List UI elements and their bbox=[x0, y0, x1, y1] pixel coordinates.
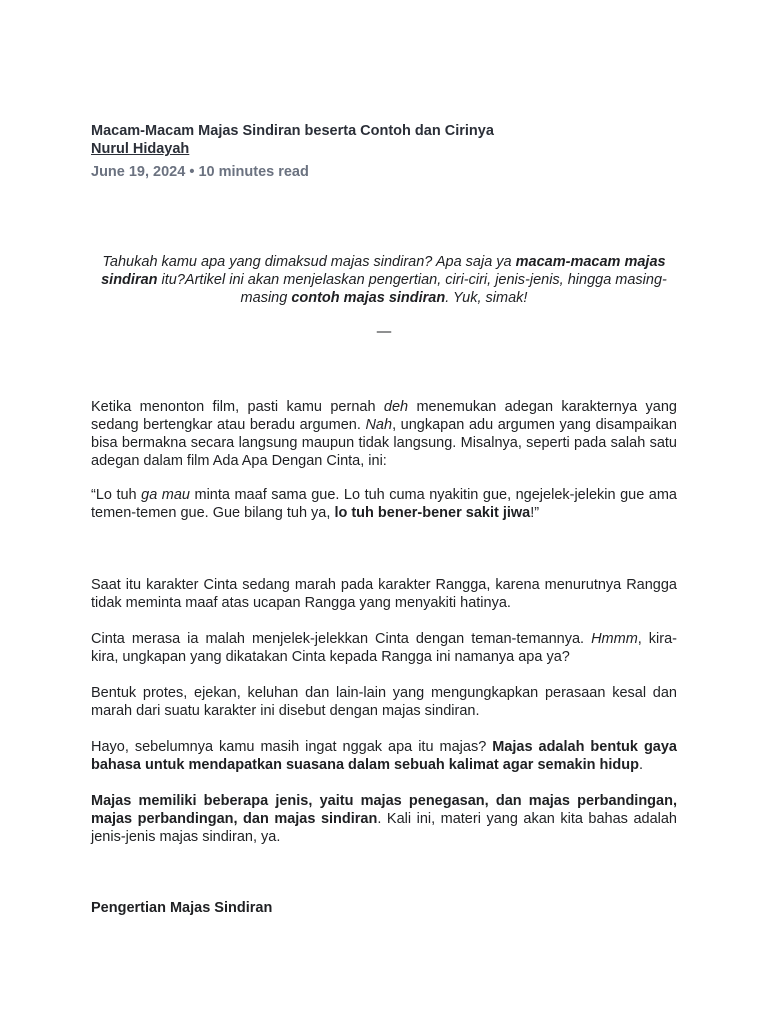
p5-text-1: Hayo, sebelumnya kamu masih ingat nggak apa itu majas? bbox=[91, 739, 493, 755]
quote-paragraph bbox=[91, 486, 677, 522]
paragraph-4: Bentuk protes, ejekan, keluhan dan lain-lain yang mengungkapkan perasaan kesal dan marah dari suatu karakter ini disebut dengan majas sindiran. bbox=[91, 685, 677, 719]
p3-text-1: Cinta merasa ia malah menjelek-jelekkan Cinta dengan teman-temannya. bbox=[91, 631, 592, 647]
p1-italic-2: Nah bbox=[365, 417, 393, 433]
paragraph-2: Saat itu karakter Cinta sedang marah pada karakter Rangga, karena menurutnya Rangga tidak meminta maaf atas ucapan Rangga yang menyakiti hatinya. bbox=[91, 577, 677, 611]
p6-text-1: . Kali ini, materi yang akan kita bahas adalah jenis-jenis majas sindiran, ya. bbox=[91, 811, 677, 845]
intro-text-3: . Yuk, simak! bbox=[445, 290, 528, 306]
quote-text-2: minta maaf sama gue. Lo tuh cuma nyakitin gue, ngejelek-jelekin gue ama temen-temen gue. Gue bilang tuh ya, bbox=[91, 487, 677, 521]
article-title: Macam-Macam Majas Sindiran beserta Contoh dan Cirinya bbox=[91, 123, 494, 139]
paragraph-5 bbox=[91, 738, 677, 774]
separator: — bbox=[376, 324, 392, 340]
paragraph-6 bbox=[91, 792, 677, 846]
paragraph-1 bbox=[91, 398, 677, 470]
p1-text-2: menemukan adegan karakternya yang sedang bertengkar atau beradu argumen. bbox=[91, 399, 677, 433]
section-heading: Pengertian Majas Sindiran bbox=[91, 900, 273, 916]
p5-text-2: . bbox=[638, 757, 643, 773]
quote-text-3: !” bbox=[530, 505, 540, 521]
paragraph-3 bbox=[91, 630, 677, 666]
article-meta: June 19, 2024 • 10 minutes read bbox=[91, 164, 309, 180]
p3-text-2: , kira-kira, ungkapan yang dikatakan Cinta kepada Rangga ini namanya apa ya? bbox=[91, 631, 677, 665]
intro-paragraph bbox=[91, 253, 677, 307]
intro-bold-2: contoh majas sindiran bbox=[291, 290, 446, 306]
intro-bold-1: macam-macam majas sindiran bbox=[101, 254, 666, 288]
p5-bold-1: Majas adalah bentuk gaya bahasa untuk mendapatkan suasana dalam sebuah kalimat agar semakin hidup bbox=[91, 739, 677, 773]
p6-bold-1: Majas memiliki beberapa jenis, yaitu majas penegasan, dan majas perbandingan, majas perbandingan, dan majas sindiran bbox=[91, 793, 677, 827]
p3-italic-1: Hmmm bbox=[591, 631, 638, 647]
p1-italic-1: deh bbox=[383, 399, 409, 415]
intro-text-1: Tahukah kamu apa yang dimaksud majas sindiran? Apa saja ya bbox=[102, 254, 516, 270]
intro-text-2: itu?Artikel ini akan menjelaskan pengertian, ciri-ciri, jenis-jenis, hingga masing-masing bbox=[157, 272, 667, 306]
quote-text-1: “Lo tuh bbox=[91, 487, 142, 503]
quote-italic-1: ga mau bbox=[141, 487, 190, 503]
p1-text-1: Ketika menonton film, pasti kamu pernah bbox=[91, 399, 384, 415]
p1-text-3: , ungkapan adu argumen yang disampaikan bisa bermakna secara langsung maupun tidak langsung. Misalnya, seperti pada salah satu adegan dalam film Ada Apa Dengan Cinta, ini: bbox=[91, 417, 677, 469]
quote-bold-1: lo tuh bener-bener sakit jiwa bbox=[334, 505, 531, 521]
author-link[interactable]: Nurul Hidayah bbox=[91, 141, 190, 157]
